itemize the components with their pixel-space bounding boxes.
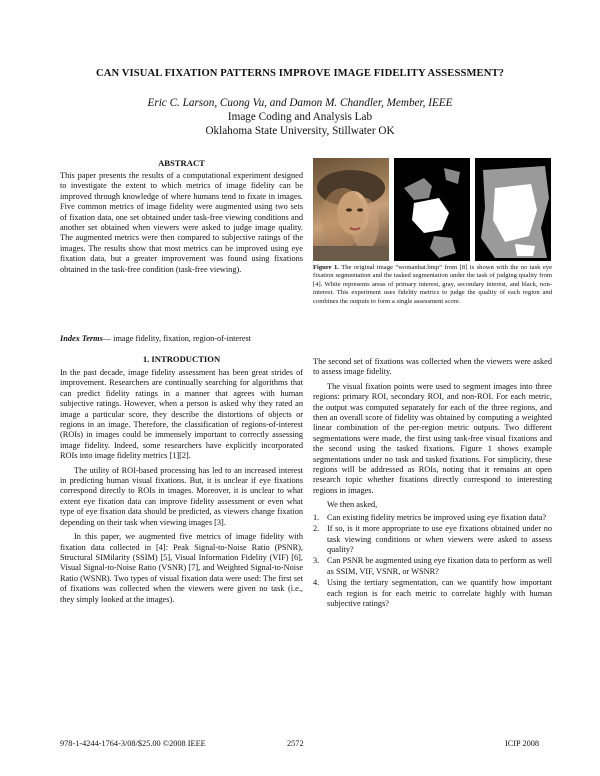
figure-1 — [313, 158, 552, 261]
figure-1-label: Figure 1. — [313, 264, 339, 271]
figure-1-caption-text: The original image “womanhat.bmp” from [8] is shown with the no task eye fixation segmentation and the tasked segmentation under the task of judging quality from [4]. White represents areas of primary interest, gray, secondary interest, and black, non-interest. This experiment uses fidelity metrics to judge the quality of each region and combines the outputs to form a single assessment score. — [313, 264, 553, 305]
figure-original-image — [313, 158, 389, 261]
author-names: Eric C. Larson, Cuong Vu, and Damon M. Chandler, Member, IEEE — [147, 97, 453, 109]
index-terms — [60, 334, 303, 344]
abstract-text: This paper presents the results of a computational experiment designed to investigate the extent to which metrics of image fidelity can be improved through knowledge of where humans tend to fixate in images. Five common metrics of image fidelity were augmented using two sets of fixation data, one set obtained under task-free viewing conditions and another set obtained when viewers were asked to judge image quality. The augmented metrics were then compared to subjective ratings of the images. The results show that most metrics can be improved using eye fixation data, but a greater improvement was found using fixations obtained in the task-free condition (task-free viewing). — [60, 171, 303, 274]
footer-conference: ICIP 2008 — [505, 739, 540, 748]
intro-paragraph-2: The utility of ROI-based processing has led to an increased interest in predicting human visual fixations. But, it is unclear if eye fixations correspond directly to ROIs in images. Moreover, it is unclear to what extent eye fixation data can improve fidelity assessment or even what type of eye fixation data should be predicted, as viewers change fixation depending on their task when viewing images [3]. — [60, 465, 303, 527]
author-university: Oklahoma State University, Stillwater OK — [205, 125, 395, 137]
right-paragraph-1: The second set of fixations was collected when the viewers were asked to assess image fidelity. — [313, 357, 552, 377]
index-terms-text: — image fidelity, fixation, region-of-interest — [102, 334, 252, 343]
question-item: 1. Can existing fidelity metrics be improved using eye fixation data? — [313, 512, 547, 522]
paper-title: CAN VISUAL FIXATION PATTERNS IMPROVE IMAGE FIDELITY ASSESSMENT? — [95, 68, 505, 79]
right-paragraph-2: The visual fixation points were used to segment images into three regions: primary ROI, secondary ROI, and non-ROI. For each metric, the output was computed separately for each of the three regions, and then an overall score of fidelity was obtained by computing a weighted linear combination of the per-region metric outputs. Two different segmentations were made, the first using task-free visual fixations and the second using the tasked fixations. Figure 1 shows example segmentations under no task and tasked fixations. For simplicity, these regions will be addressed as ROIs, noting that it remains an open research topic whether fixations directly correspond to interesting regions in images. — [313, 381, 552, 495]
right-paragraph-3: We then asked, — [327, 500, 378, 510]
figure-tasked-segmentation — [475, 158, 551, 261]
footer-copyright: 978-1-4244-1764-3/08/$25.00 ©2008 IEEE — [60, 739, 206, 748]
abstract-heading: ABSTRACT — [158, 158, 205, 168]
intro-paragraph-3: In this paper, we augmented five metrics of image fidelity with fixation data collected in [4]: Peak Signal-to-Noise Ratio (PSNR), Structural SIMilarity (SSIM) [5], Visual Information Fidelity (VIF) [6], Visual Signal-to-Noise Ratio (VSNR) [7], and Weighted Signal-to-Noise Ratio (WSNR). Two types of visual fixation data were used: The first set of fixations was collected when the viewers were given no task (i.e., they simply looked at the images). — [60, 532, 303, 604]
question-item: 3. Can PSNR be augmented using eye fixation data to perform as well as SSIM, VIF, VSNR, or WSNR? — [313, 556, 552, 576]
question-item: 2. If so, is it more appropriate to use eye fixations obtained under no task viewing conditions or when viewers were asked to assess quality? — [313, 524, 552, 554]
figure-no-task-segmentation — [394, 158, 470, 261]
footer-page-number: 2572 — [287, 739, 304, 748]
author-lab: Image Coding and Analysis Lab — [227, 111, 373, 123]
figure-1-caption — [313, 264, 552, 306]
author-block — [40, 96, 560, 138]
question-item: 4. Using the tertiary segmentation, can we quantify how important each region is for each metric to correlate highly with human subjective ratings? — [313, 578, 552, 608]
question-list — [313, 513, 552, 610]
intro-body — [60, 368, 303, 605]
right-column-body — [313, 357, 552, 610]
index-terms-label: Index Terms — [60, 334, 103, 343]
intro-paragraph-1: In the past decade, image fidelity assessment has been great strides of improvement. Researchers are continually searching for algorithms that can predict fidelity ratings in a manner that agrees with human subjective ratings. However, when a person is asked why they rated an image a particular score, they describe the distortions of objects or regions in an image. Therefore, the classification of regions-of-interest (ROIs) in images could be immensely important to correctly assessing image fidelity. Indeed, some researchers have explicitly incorporated ROIs into image fidelity metrics [1][2]. — [60, 368, 303, 461]
intro-heading: 1. INTRODUCTION — [142, 354, 221, 364]
